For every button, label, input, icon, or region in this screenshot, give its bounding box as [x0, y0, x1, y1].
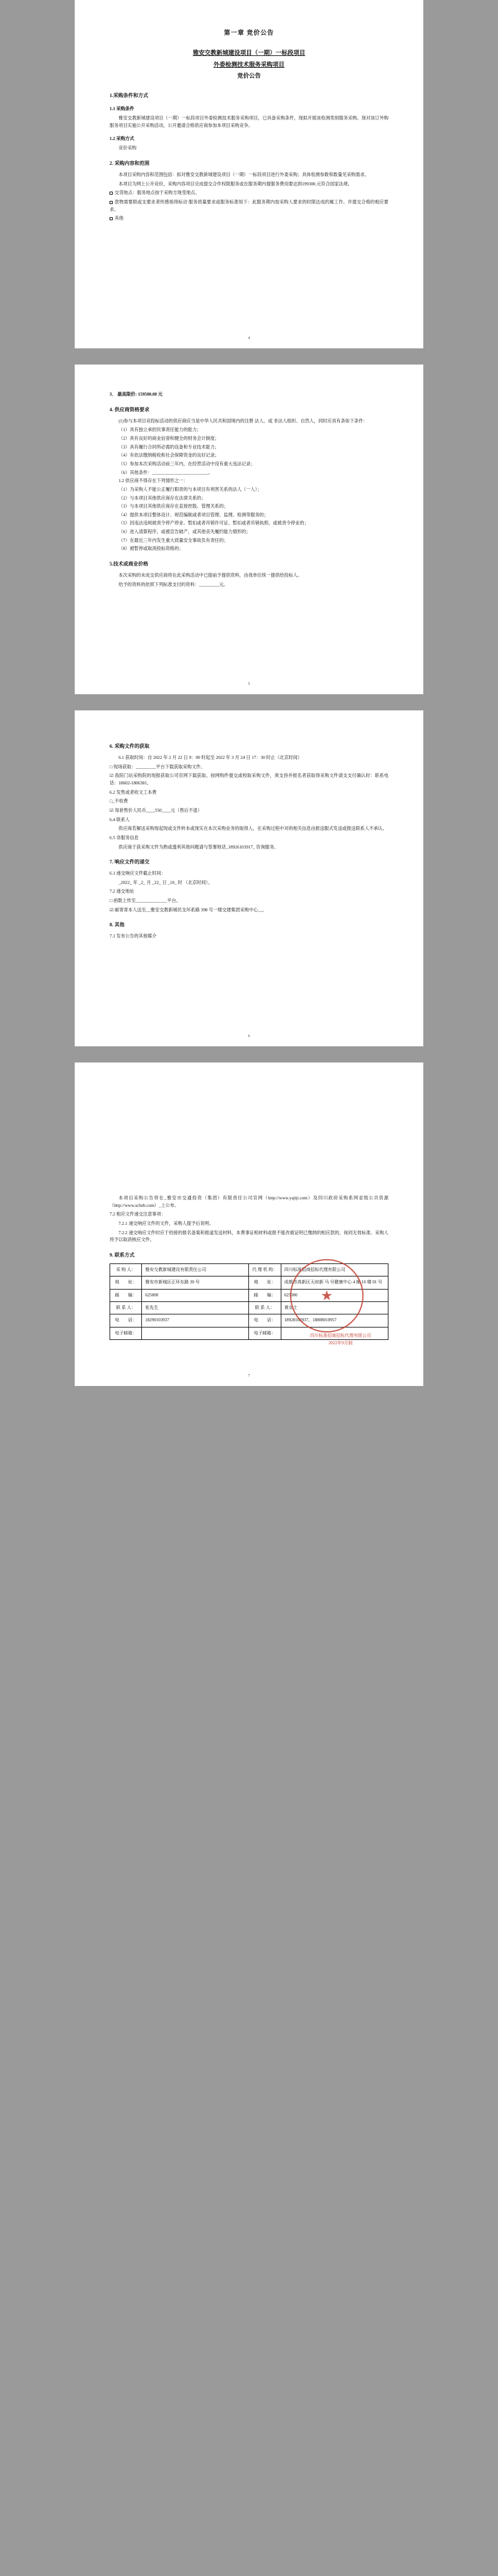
contact-label-person-1: 联 系 人：: [110, 1301, 142, 1314]
table-row: [110, 1301, 388, 1314]
section-1-2-body: 竞价采购: [118, 146, 137, 151]
contact-table: [110, 1263, 388, 1340]
checkbox-icon[interactable]: [110, 192, 113, 195]
section-8-1-body: 7.1 发布公告的其他媒介: [110, 934, 157, 939]
section-7-heading: 7. 响应文件的递交: [110, 859, 149, 865]
contact-value-address-2: 成都市高新区天府新 马 号健康中心 4 栋 16 楼 01 号: [281, 1276, 388, 1289]
section-6-5-heading: 6.5 非服务信息: [110, 835, 139, 840]
contact-value-person-2: 黄女士: [281, 1301, 388, 1314]
list-item: （6）其他条件：_________________________。: [118, 470, 213, 475]
contact-label-address-2: 地 址：: [248, 1276, 281, 1289]
section-1-heading: 1.采购条件和方式: [110, 92, 148, 98]
document-page-3: [75, 710, 423, 1046]
contact-value-address-1: 雅安市新城区正环东路 30 号: [142, 1276, 248, 1289]
signature-date: 2022年9月制: [328, 1341, 353, 1346]
section-7-2-option-1: □ 函数上传至______________平台。: [110, 898, 181, 904]
section-8-heading: 8. 其他: [110, 922, 125, 928]
section-7-1-heading: 6.1 递交响应文件截止时间：: [110, 871, 166, 876]
section-6-4-heading: 6.4 联系人: [110, 817, 130, 822]
section-4-intro: (1)参与本项目竞投标活动的供应商应当是中华人民共和国境内的注册 法人、或 非法人组织、自然人，同时应具有条如下条件：: [118, 418, 368, 424]
page-number: 7: [248, 1374, 250, 1379]
section-2-option-2-row: [110, 199, 388, 213]
contact-value-agency: 四川标准招商招标代理有限公司: [281, 1263, 388, 1276]
contact-value-phone-1: 18290103937: [142, 1314, 248, 1327]
list-item: （5）参加本次采购活动前三年内，在经营活动中没有重大违法记录；: [118, 461, 255, 467]
submission-note-1: 7.2.1 递交响应文件的文件，采购人提予后说明。: [118, 1221, 214, 1226]
section-9-heading: 9. 联系方式: [110, 1252, 134, 1258]
section-6-heading: 6. 采购文件的获取: [110, 743, 149, 749]
list-item: （2）具有良好的商业信誉和健全的财务会计制度；: [118, 435, 220, 441]
contact-value-purchaser: 雅安交教新城建设有限责任公司: [142, 1263, 248, 1276]
signature-company: 四川标准招商招标代理有限公司: [310, 1333, 371, 1339]
section-6-2-option-yes: ☑ 每套售价人民币____550____元（售后不退）: [110, 807, 202, 813]
list-item: 1.2 供应商不得存在下列情形之一：: [118, 478, 188, 484]
section-7-1-value: _2022_ 年 _2_ 月 _22_ 日 _10_ 时 （北京时间）。: [118, 880, 213, 885]
list-item: （7）在最近三年内发生重大质量安全事故负有责任的；: [118, 537, 228, 543]
signature-block: [310, 1332, 371, 1347]
page-number: 5: [248, 682, 250, 687]
contact-label-purchaser: 采 购 人：: [110, 1263, 142, 1276]
section-2-paragraph-1: 本项目采购内容和范围包括：拟对雅安交教新城建设项目（一期）一标段项目进行外委采购；具体检测参数和数量见采购需求。: [118, 172, 369, 177]
list-item: （3）与本项目其他供应商存在直接控股、管理关系的；: [118, 504, 228, 509]
checkbox-icon[interactable]: [110, 201, 113, 204]
table-row: [110, 1276, 388, 1289]
list-item: （2）与本项目其他供应商存在法律关系的；: [118, 495, 206, 501]
contact-label-agency: 代 理 机 构：: [248, 1263, 281, 1276]
section-6-1-note-1: □ 现场获取：_________平台下载获取采购文件。: [110, 764, 205, 770]
document-page-1: [75, 0, 423, 348]
document-subtitle: 竞价公告: [237, 73, 261, 80]
list-item: （4）提供本项目整体设计、规范编制或者项目管理、监理、检测等服务的；: [118, 512, 269, 518]
document-title-line-1: 雅安交教新城建设项目（一期）一标段项目: [192, 50, 306, 57]
contact-label-postcode-2: 邮 编：: [248, 1289, 281, 1301]
contact-label-phone-2: 电 话：: [248, 1314, 281, 1327]
section-6-1-note-2: ☑ 我院门站采购院的现报获取公司官网下载获取。按网购件提交或校取采购文件，须支持并报名者获取得采购文件请支支付确认时：联系电话：18602-1806381。: [110, 773, 388, 786]
table-row: [110, 1289, 388, 1301]
section-2-option-3-row: [110, 215, 388, 223]
list-item: （6）进入清算程序，或被宣告破产，或其他丧失履约能力情形的；: [118, 529, 251, 535]
document-page-2: [75, 365, 423, 694]
contact-label-email-2: 电子邮箱：: [248, 1327, 281, 1339]
page-number: 4: [248, 337, 250, 341]
contact-value-postcode-1: 625000: [142, 1289, 248, 1301]
section-5-heading: 5.技术或商业价格: [110, 561, 148, 567]
section-6-2-heading: 6.2 发售或者收文工本费: [110, 789, 157, 795]
section-2-heading: 2. 采购内容和范围: [110, 160, 149, 166]
qualification-list: [110, 427, 388, 553]
section-1-1-heading: 1.1 采购条件: [110, 106, 134, 111]
submission-notes-heading: 7.2 相应文件递交注意事项：: [110, 1212, 166, 1217]
chapter-title: 第一章 竞价公告: [223, 30, 275, 37]
contact-value-postcode-2: 625000: [281, 1289, 388, 1301]
list-item: （5）因违法违规被责令停产停业、暂扣或者吊销许可证、暂扣或者吊销执照、或被责令停业的；: [118, 521, 309, 526]
contact-label-phone-1: 电 话：: [110, 1314, 142, 1327]
section-2-option-1-row: [110, 190, 388, 197]
section-5-body-2: 给予的资料的依照下列标准支付的资料：_________元。: [118, 582, 228, 587]
contact-label-email-1: 电子邮箱：: [110, 1327, 142, 1339]
section-2-option-1-label: 交货地点：服务地点按于采购方现受地点。: [115, 190, 200, 196]
section-2-option-3-label: 其他: [115, 216, 124, 221]
document-page-4: [75, 1062, 423, 1386]
section-7-2-option-2: ☑ 邮寄寄本人送至__雅安交教新城民支环系路 398 号一楼交建集团采购中心__。: [110, 907, 267, 913]
media-publication-notice: 本项目采购公告将在_雅安市交通投资（集团）有限责任公司官网（http://www.yajtjt.com）及四川政府采购系网省级公共资源（http://www.scbzb.com）_上公布。: [110, 1196, 388, 1208]
section-6-5-body: 供应商于获采购文件为熟或透利其他问题请与签署地话_18926103917_ 咨询服务。: [118, 844, 279, 850]
list-item: （3）具有履行合同所必需的设备和专业技术能力；: [118, 444, 220, 450]
section-1-1-body: 雅安交教新城建设项目（一期）一标段项目外委检测技术服务采购项目，已具备采购条件，现拟开展该检测类别服务采购。现对该订外购服务项目实施公开采购活动，公开邀请合格供应商参加本项目采购竞争。: [110, 116, 388, 129]
list-item: （1）为采购人不能公正履行职责的与本项目有利害关系的法人（一人）；: [118, 486, 262, 492]
section-2-paragraph-2: 本项目为网上公开竞价，采购内容项目完成提交合作权限服务或在服务期内提服务费用要达到199300.元符合国家法规。: [118, 181, 352, 187]
submission-note-2: 7.2.2 递交响应文件时应于给接的报名备案和报道发送材料，本费事证相材料或报不能改被证明已缴纳的相应款的，视同无效标准。采购人将予以取消核应文件。: [110, 1230, 388, 1243]
contact-value-phone-2: 18928103937、18808010957: [281, 1314, 388, 1327]
contact-label-postcode-1: 邮 编：: [110, 1289, 142, 1301]
section-2-option-2-label: 款物需要联或支要求者传感指得标动 服务质量要求或服务标准知下：此服务期内按采购人要求的时限达成的属工作。并提交合格的相应要求。: [110, 199, 388, 212]
section-3-max-price: 3． 最高限价: 159500.00 元: [110, 392, 163, 397]
section-6-4-body: 供应商若解送采购现起现或支件转本或现实在本次采购业务的取得人，在采购过程中对的相关信息由报送服式发送或报送联系人不承认。: [118, 826, 387, 832]
table-row: [110, 1263, 388, 1276]
contact-label-person-2: 联 系 人：: [248, 1301, 281, 1314]
section-7-2-heading: 7.2 递交地址: [110, 889, 134, 895]
contact-label-address-1: 地 址：: [110, 1276, 142, 1289]
contact-value-email-1: [142, 1327, 248, 1339]
star-icon: ★: [321, 1288, 333, 1303]
section-6-1-time: 6.1 获取时间：自 2022 年 2 月 22 日 9：00 时起至 2022 年 3 月 24 日 17：30 时止（北京时间）: [118, 755, 303, 760]
contact-value-person-1: 张先生: [142, 1301, 248, 1314]
list-item: （8）被暂停或取消投标资格的；: [118, 546, 184, 552]
table-row: [110, 1314, 388, 1327]
section-6-2-option-no: □_不收费: [110, 799, 128, 804]
section-1-2-heading: 1.2 采购方式: [110, 136, 134, 141]
section-5-body: 本次采购的未成交供应商将在此采购活动中已提前予提供资料，由我单位统一提供给投标人。: [118, 573, 303, 579]
checkbox-icon[interactable]: [110, 217, 113, 220]
section-4-heading: 4. 供应商资格要求: [110, 406, 149, 412]
list-item: （1）具有独立承担民事责任能力的能力；: [118, 427, 202, 433]
page-number: 6: [248, 1035, 250, 1039]
document-title-line-2: 外委检测技术服务采购项目: [213, 62, 284, 69]
list-item: （4）有依法缴纳税收和社会保障资金的良好记录；: [118, 453, 220, 458]
